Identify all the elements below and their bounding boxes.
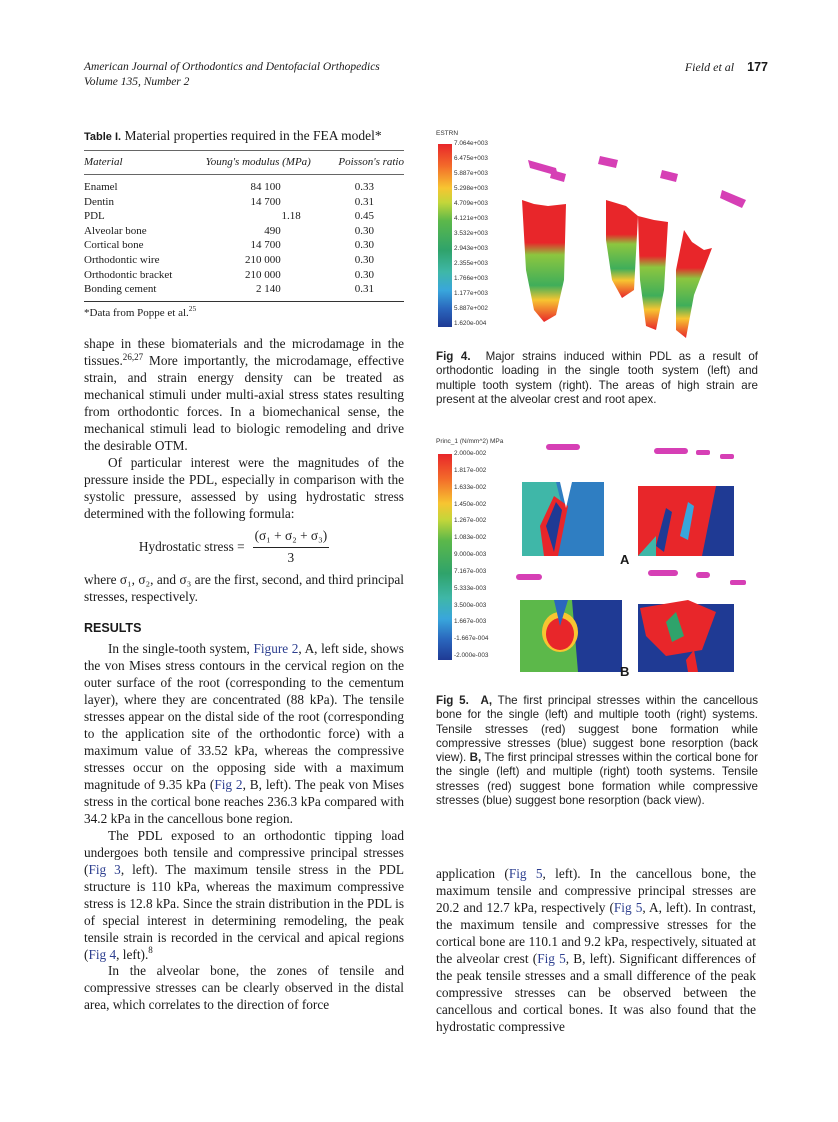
cell-material: Orthodontic wire: [84, 253, 160, 266]
colorbar-tick-label: 5.298e+003: [454, 185, 488, 192]
cell-youngs-modulus: 14 700: [250, 239, 281, 252]
cell-material: Orthodontic bracket: [84, 268, 173, 281]
material-table: [84, 150, 404, 302]
paragraph: shape in these biomaterials and the microdamage in the tissues.$^{26,27}$ More importantly, the microdamage, effective strain, and strain energy density can be treated as mechanical stimuli under multi-axial stress states resulting from orthodontic forces. In a biomechanical sense, the mechanical stimuli lead to biologic remodeling and drive the desirable OTM.: [84, 336, 404, 453]
colorbar-tick-label: 2.355e+003: [454, 260, 488, 267]
colorbar-tick-label: 1.766e+003: [454, 275, 488, 282]
formula-denominator: 3: [287, 549, 295, 565]
page-number: 177: [747, 60, 768, 74]
colorbar-tick-label: 3.532e+003: [454, 230, 488, 237]
cell-youngs-modulus: 210 000: [245, 253, 281, 266]
author-label: Field et al: [684, 60, 735, 74]
colorbar-tick-label: 2.000e-002: [454, 450, 487, 457]
figure-link[interactable]: Fig 5: [537, 950, 566, 966]
cell-youngs-modulus: 14 700: [250, 195, 281, 208]
colorbar-tick-label: -1.667e-004: [454, 635, 489, 643]
cell-poissons-ratio: 0.30: [354, 253, 374, 266]
fig4-caption: Fig 4. Major strains induced within PDL as a result of orthodontic loading in the single tooth system (left) and multiple tooth system (right). The areas of high strain are present at the alveolar crest and root apex.: [436, 350, 758, 406]
figure-link[interactable]: Fig 4: [88, 946, 117, 962]
figure-4: [436, 130, 758, 342]
journal-title: American Journal of Orthodontics and Dentofacial Orthopedics: [84, 61, 380, 73]
colorbar-tick-label: 9.000e-003: [454, 551, 487, 558]
fig4-colorbar: [438, 144, 452, 327]
col-header-poissons-ratio: Poisson's ratio: [321, 151, 404, 175]
cell-poissons-ratio: 0.30: [354, 239, 374, 252]
cell-poissons-ratio: 0.31: [354, 195, 374, 208]
paragraph: where σ₁, σ₂, and σ₃ are the first, second, and third principal stresses, respectively.: [84, 572, 404, 605]
colorbar-tick-label: 1.620e-004: [454, 320, 487, 327]
table-row: [84, 238, 404, 253]
colorbar-tick-label: 1.177e+003: [454, 290, 488, 297]
cell-youngs-modulus: 490: [264, 224, 281, 237]
fig5-principal-stress-plot: [516, 436, 758, 676]
paragraph: In the alveolar bone, the zones of tensile and compressive stresses can be clearly observed in the distal area, which correlates to the direction of force: [84, 963, 404, 1013]
col-header-material: Material: [84, 151, 206, 175]
colorbar-tick-label: 6.475e+003: [454, 155, 488, 162]
paragraph: Of particular interest were the magnitudes of the pressure inside the PDL, especially in comparison with the systolic pressure, assessed by using hydrostatic stress determined with the following formula:: [84, 454, 404, 521]
colorbar-tick-label: 1.817e-002: [454, 466, 487, 474]
col-header-youngs-modulus: Young's modulus (MPa): [206, 151, 321, 175]
table-title: Table I. Material properties required in the FEA model*: [84, 128, 382, 143]
colorbar-tick-label: 1.267e-002: [454, 517, 487, 525]
colorbar-tick-label: -2.000e-003: [454, 652, 489, 659]
fig5-caption: Fig 5. A, The first principal stresses within the cancellous bone for the single (left) and multiple tooth (right) systems. Tensile stresses (red) suggest bone formation while compressive stresses (blue) suggest bone resorption (back view). B, The first principal stresses within the cortical bone for the single (left) and multiple (right) tooth systems. Tensile stresses (red) suggest bone formation while compressive stresses (blue) suggest bone resorption (back view).: [436, 694, 758, 808]
paragraph: application (Fig 5, left). In the cancellous bone, the maximum tensile and compressive principal stresses are 20.2 and 12.7 kPa, respectively (Fig 5, A, left). In contrast, the maximum tensile and compressive stresses for the cortical bone are 110.1 and 9.2 kPa, respectively, situated at the alveolar crest (Fig 5, B, left). Significant differences of the peak tensile stresses and a small difference of the peak compressive stresses can be observed between the cancellous and cortical bones. It was also found that the hydrostatic compressive: [436, 866, 757, 1034]
formula-numerator: (σ₁ + σ₂ + σ₃): [253, 528, 330, 548]
fig4-legend-title: ESTRN: [436, 130, 459, 137]
colorbar-tick-label: 4.709e+003: [454, 200, 488, 207]
table-row: [84, 175, 404, 195]
table-row: [84, 282, 404, 301]
table-row: [84, 209, 404, 224]
cell-poissons-ratio: 0.45: [354, 210, 374, 223]
cell-youngs-modulus: 210 000: [245, 268, 281, 281]
colorbar-tick-label: 2.943e+003: [454, 245, 488, 252]
cell-poissons-ratio: 0.31: [321, 282, 404, 301]
cell-poissons-ratio: 0.30: [354, 224, 374, 237]
figure-link[interactable]: Fig 2: [214, 776, 243, 792]
colorbar-tick-label: 5.887e+003: [454, 170, 488, 177]
left-column-text: [84, 336, 404, 1014]
cell-youngs-modulus: 2 140: [206, 282, 321, 301]
table-row: [84, 253, 404, 268]
table-material-properties: [84, 128, 404, 319]
colorbar-tick-label: 1.450e-002: [454, 500, 487, 508]
cell-material: Alveolar bone: [84, 224, 147, 237]
colorbar-tick-label: 5.333e-003: [454, 584, 487, 592]
fig5-legend-title: Princ_1 (N/mm^2) MPa: [436, 438, 504, 445]
colorbar-tick-label: 4.121e+003: [454, 215, 488, 222]
hydrostatic-stress-formula: Hydrostatic stress = $\frac{\text{(σ₁ + σ₂ + σ₃)}}{3}$: [138, 528, 328, 565]
figure-link[interactable]: Fig 5: [508, 866, 543, 881]
figure-link[interactable]: Fig 5: [613, 899, 643, 915]
fig5-panel-b-label: B: [620, 664, 630, 679]
colorbar-tick-label: 5.887e+002: [454, 305, 488, 312]
section-heading-results: RESULTS: [84, 621, 142, 636]
table-row: [84, 195, 404, 210]
cell-material: Enamel: [84, 181, 118, 193]
cell-poissons-ratio: 0.30: [354, 268, 374, 281]
cell-material: Cortical bone: [84, 239, 144, 252]
paragraph: The PDL exposed to an orthodontic tipping load undergoes both tensile and compressive principal stresses (Fig 3, left). The maximum tensile stress in the PDL structure is 110 kPa, whereas the maximum compressive stress is 12.8 kPa. Since the strain distribution in the PDL is of special interest in determining remodeling, the peak tensile strain is recorded in the cervical and apical regions (Fig 4, left).$^8$: [84, 827, 404, 962]
cell-youngs-modulus: 84 100: [250, 181, 281, 193]
paragraph: In the single-tooth system, Figure 2, A, left side, shows the von Mises stress contours in the cervical region on the outer surface of the root (corresponding to the cementum layer), where they are concentrated (88 kPa). The tensile stresses appear on the distal side of the root (corresponding to the application site of the orthodontic force) with a maximum value of 33.52 kPa, whereas the compressive stresses occur on the opposing side with a maximum magnitude of 9.35 kPa (Fig 2, B, left). The peak von Mises stress in the cortical bone reaches 236.3 kPa compared with 34.2 kPa in the cancellous bone region.: [84, 641, 404, 826]
colorbar-tick-label: 1.667e-003: [454, 618, 487, 626]
cell-material: Bonding cement: [84, 282, 206, 301]
fig4-pdl-strain-plot: [516, 130, 758, 342]
cell-material: Dentin: [84, 195, 114, 208]
colorbar-tick-label: 1.083e-002: [454, 534, 487, 542]
fig5-panel-a-label: A: [620, 552, 630, 567]
figure-link[interactable]: Figure 2: [253, 641, 299, 657]
figure-5: [436, 436, 758, 679]
colorbar-tick-label: 7.064e+003: [454, 140, 488, 147]
table-row: [84, 268, 404, 283]
journal-volume: Volume 135, Number 2: [84, 76, 190, 88]
table-footnote: *Data from Poppe et al.$^{25}$: [84, 304, 197, 319]
running-header-journal: [84, 60, 380, 90]
colorbar-tick-label: 7.167e-003: [454, 567, 487, 575]
fig5-colorbar: [438, 454, 452, 660]
running-header-page: [685, 60, 768, 75]
right-column-text: [436, 866, 756, 1036]
cell-poissons-ratio: 0.33: [354, 181, 374, 193]
table-row: [84, 224, 404, 239]
colorbar-tick-label: 3.500e-003: [454, 601, 487, 609]
figure-link[interactable]: Fig 3: [88, 861, 121, 877]
cell-youngs-modulus: 1.18: [281, 210, 301, 223]
colorbar-tick-label: 1.633e-002: [454, 483, 487, 491]
cell-material: PDL: [84, 210, 105, 223]
